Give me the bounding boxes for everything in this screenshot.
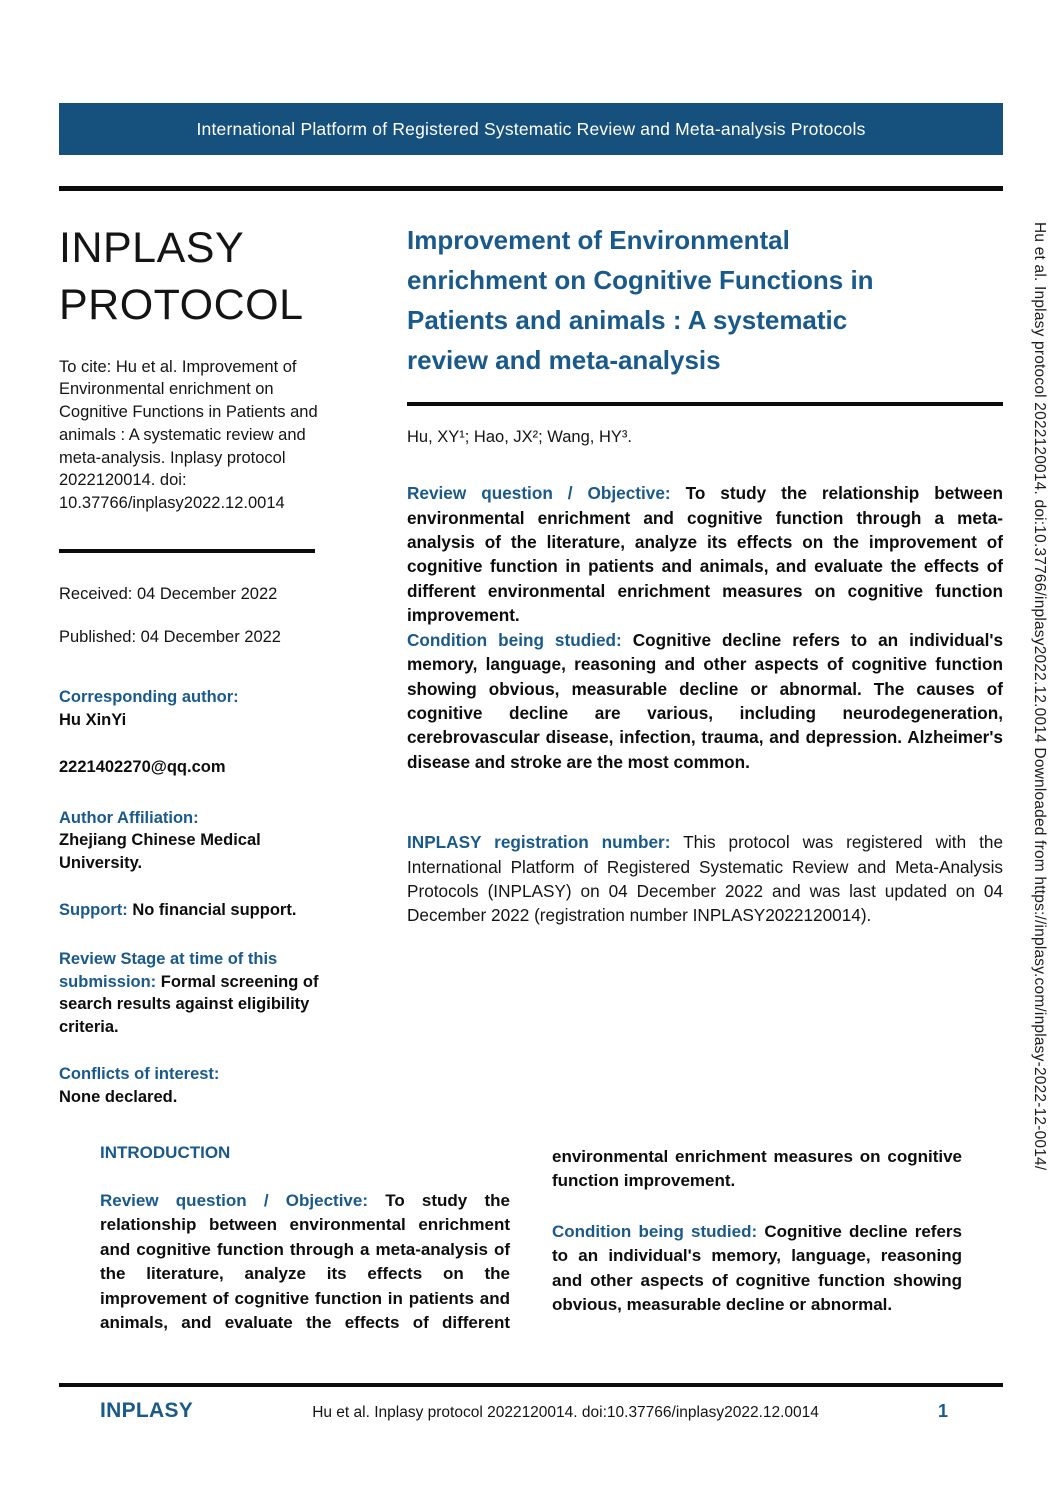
registration-label: INPLASY registration number: [407,832,671,853]
review-question-paragraph [407,481,1003,628]
corresponding-author-label: Corresponding author: [59,688,239,707]
header-divider [59,186,1003,191]
introduction-heading: INTRODUCTION [100,1143,231,1162]
corresponding-author-section [59,686,331,732]
registration-paragraph [407,830,1003,928]
registration-text: This protocol was registered with the International Platform of Registered Systematic Review and Meta-Analysis Protocols (INPLASY) on 04 December 2022 and was last updated on 04 December 2022 (registration number INPLASY2022120014). [407,832,1004,926]
introduction-left-column [100,1143,510,1336]
article-title-line-1: Improvement of Environmental [407,225,790,255]
introduction-right-column [552,1143,962,1336]
brand-line-2: PROTOCOL [59,280,304,329]
brand-wordmark [59,220,331,334]
article-title-line-3: Patients and animals : A systematic [407,305,848,336]
affiliation-value: Zhejiang Chinese Medical University. [59,831,261,873]
affiliation-section [59,807,331,875]
introduction-condition-text: Cognitive decline refers to an individual's memory, language, reasoning and other aspects of cognitive function showing obvious, measurable decline or abnormal. [552,1221,962,1315]
affiliation-label: Author Affiliation: [59,808,199,827]
condition-text: Cognitive decline refers to an individual's memory, language, reasoning and other aspects of cognitive function showing obvious, measurable decline or abnormal. The causes of cognitive decline are various, including neurodegeneration, cerebrovascular disease, infection, trauma, and depression. Alzheimer's disease and stroke are the most common. [407,629,1003,772]
support-label: Support: [59,900,128,919]
header-banner [59,103,1003,155]
conflicts-section [59,1063,331,1109]
review-question-label: Review question / Objective: [407,483,671,504]
review-stage-label: Review Stage at time of this submission: [59,949,278,991]
article-title-line-4: review and meta-analysis [407,345,721,376]
author-email: 2221402270@qq.com [59,757,226,776]
article-title [407,220,1003,380]
introduction-review-question-text-left: To study the relationship between environmental enrichment and cognitive function through a meta-analysis of the literature, analyze its effects on the improvement of cognitive function in patients and animals, and evaluate the effects of different [100,1191,510,1333]
side-note-vertical-text: Hu et al. Inplasy protocol 2022120014. doi:10.37766/inplasy2022.12.0014 Downloaded from https://inplasy.com/inplasy-2022-12-0014/ [1031,222,1048,1171]
conflicts-value: None declared. [59,1087,178,1106]
support-value: No financial support. [132,900,297,919]
left-panel [59,220,331,1108]
introduction-condition-label: Condition being studied: [552,1221,758,1241]
authors-line: Hu, XY¹; Hao, JX²; Wang, HY³. [407,428,632,447]
published-date: Published: 04 December 2022 [59,627,281,646]
condition-label: Condition being studied: [407,629,622,650]
footer-row [59,1399,1003,1423]
footer-divider [59,1383,1003,1387]
introduction-condition-paragraph [552,1220,962,1318]
page-footer [59,1383,1003,1423]
introduction-review-question-continued: environmental enrichment measures on cognitive function improvement. [552,1147,962,1191]
conflicts-label: Conflicts of interest: [59,1064,220,1083]
main-content [59,220,1003,1108]
review-stage-value: Formal screening of search results against eligibility criteria. [59,972,319,1037]
left-divider [59,549,315,553]
support-section [59,899,331,922]
article-panel [407,220,1003,1108]
introduction-review-question-label: Review question / Objective: [100,1191,368,1210]
review-question-text: To study the relationship between environmental enrichment and cognitive function through a meta-analysis of the literature, analyze its effects on the improvement of cognitive function in patients and animals, and evaluate the effects of different environmental enrichment measures on cognitive function improvement. [407,483,1004,626]
condition-paragraph [407,628,1003,775]
review-stage-section [59,948,331,1039]
corresponding-author-name: Hu XinYi [59,711,127,730]
received-date: Received: 04 December 2022 [59,584,278,603]
citation-text: To cite: Hu et al. Improvement of Environmental enrichment on Cognitive Functions in Patients and animals : A systematic review and meta-analysis. Inplasy protocol 2022120014. doi: 10.37766/inplasy2022.12.0014 [59,357,318,513]
brand-line-1: INPLASY [59,224,245,272]
footer-page-number: 1 [937,1401,948,1421]
article-title-line-2: enrichment on Cognitive Functions in [407,265,874,296]
footer-brand: INPLASY [100,1399,194,1422]
introduction-section [100,1143,962,1336]
footer-citation: Hu et al. Inplasy protocol 2022120014. doi:10.37766/inplasy2022.12.0014 [312,1404,819,1421]
introduction-review-question-paragraph [100,1189,510,1336]
header-banner-text: International Platform of Registered Systematic Review and Meta-analysis Protocols [196,118,866,139]
abstract-block [407,481,1003,774]
title-divider [407,402,1003,406]
